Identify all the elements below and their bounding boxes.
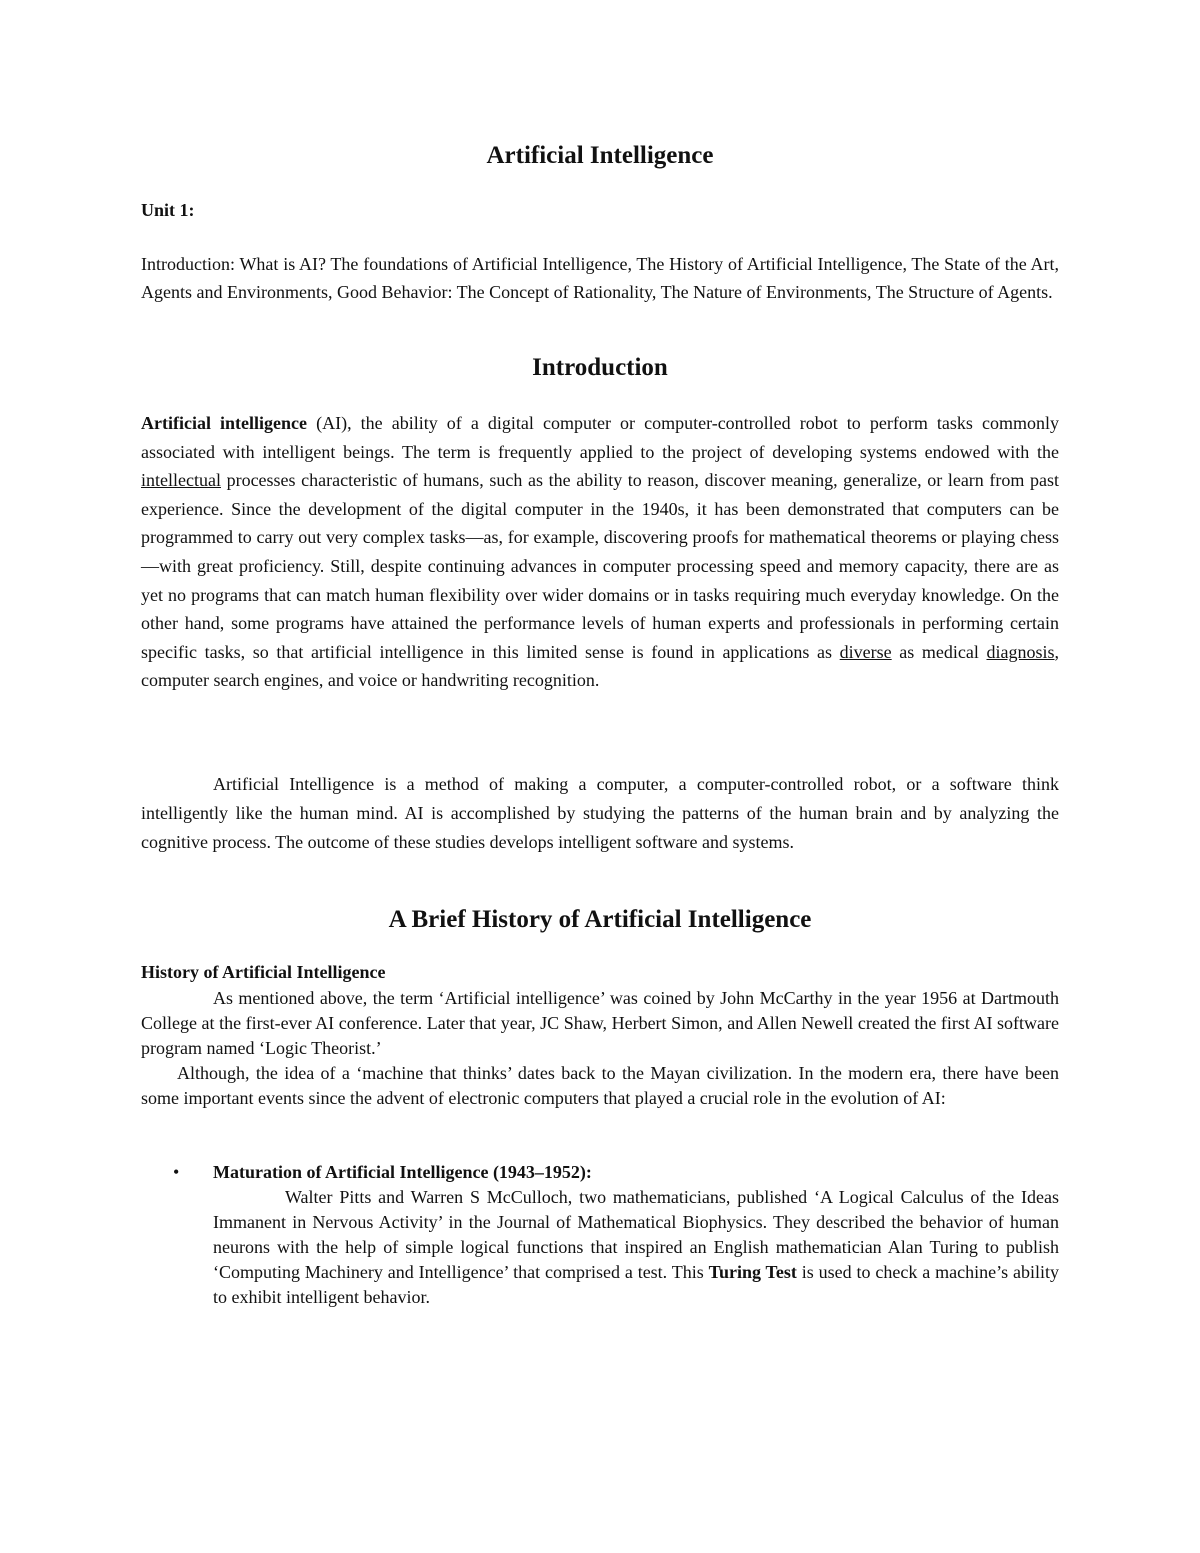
intro-p1-segment-4: , computer search engines, and voice or handwriting recognition. [141,641,1059,691]
link-intellectual[interactable]: intellectual [141,470,221,491]
intro-p1-segment-3: as medical [891,641,987,662]
bullet-body-part-b: is used to check a machine’s ability to exhibit intelligent behavior. [213,1262,1059,1307]
intro-paragraph-2: Artificial Intelligence is a method of making a computer, a computer-controlled robot, or a software think intelligently like the human mind. AI is accomplished by studying the patterns of the human brain and by analyzing the cognitive process. The outcome of these studies develops intelligent software and systems. [141,774,1059,852]
history-subheading: History of Artificial Intelligence [141,962,386,982]
introduction-heading: Introduction [532,354,668,381]
bullet-heading: Maturation of Artificial Intelligence (1943–1952): [213,1162,592,1182]
link-diagnosis[interactable]: diagnosis [986,641,1055,662]
term-artificial-intelligence: Artificial intelligence [141,413,308,433]
history-paragraph-2: Although, the idea of a ‘machine that thinks’ dates back to the Mayan civilization. In the modern era, there have been some important events since the advent of electronic computers that played a crucial role in the evolution of AI: [141,1063,1059,1108]
bullet-body-part-a: Walter Pitts and Warren S McCulloch, two mathematicians, published ‘A Logical Calculus of the Ideas Immanent in Nervous Activity’ in the Journal of Mathematical Biophysics. They described the behavior of human neurons with the help of simple logical functions that inspired an English mathematician Alan Turing to publish ‘Computing Machinery and Intelligence’ that comprised a test. This [213,1187,1059,1282]
document-title: Artificial Intelligence [486,142,714,169]
intro-p1-segment-2: processes characteristic of humans, such as the ability to reason, discover meaning, generalize, or learn from past experience. Since the development of the digital computer in the 1940s, it has been demonstrated that computers can be programmed to carry out very complex tasks—as, for example, discovering proofs for mathematical theorems or playing chess—with great proficiency. Still, despite continuing advances in computer processing speed and memory capacity, there are as yet no programs that can match human flexibility over wider domains or in tasks requiring much everyday knowledge. On the other hand, some programs have attained the performance levels of human experts and professionals in performing certain specific tasks, so that artificial intelligence in this limited sense is found in applications as [141,470,1059,662]
history-heading: A Brief History of Artificial Intelligence [388,906,812,933]
intro-paragraph-1 [141,409,1059,695]
unit-label: Unit 1: [141,200,195,220]
syllabus-paragraph: Introduction: What is AI? The foundations of Artificial Intelligence, The History of Artificial Intelligence, The State of the Art, Agents and Environments, Good Behavior: The Concept of Rationality, The Nature of Environments, The Structure of Agents. [141,254,1059,302]
history-paragraph-1: As mentioned above, the term ‘Artificial intelligence’ was coined by John McCarthy in the year 1956 at Dartmouth College at the first-ever AI conference. Later that year, JC Shaw, Herbert Simon, and Allen Newell created the first AI software program named ‘Logic Theorist.’ [141,988,1059,1058]
link-diverse[interactable]: diverse [839,641,892,662]
bullet-body [213,1185,1059,1310]
bullet-marker: • [173,1162,180,1182]
turing-test-term: Turing Test [708,1262,797,1282]
intro-p1-segment-1: (AI), the ability of a digital computer or computer-controlled robot to perform tasks commonly associated with intelligent beings. The term is frequently applied to the project of developing systems endowed with the [141,413,1059,462]
